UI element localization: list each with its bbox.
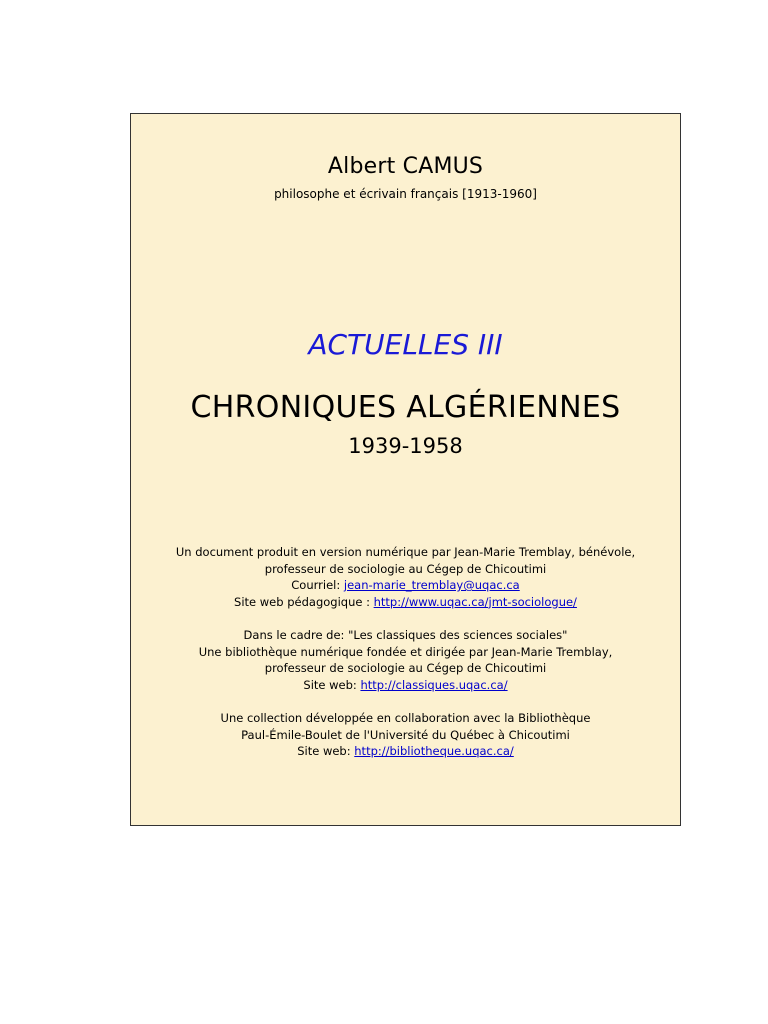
credits-professor-line: professeur de sociologie au Cégep de Chicoutimi: [264, 561, 547, 576]
credits-section: [131, 544, 680, 760]
credits-pedagogic-site-line: [131, 594, 680, 611]
credits-spacer: [131, 693, 680, 710]
series-title: ACTUELLES III: [308, 328, 503, 361]
credits-university-line: Paul-Émile-Boulet de l'Université du Québec à Chicoutimi: [241, 727, 570, 742]
credits-collaboration-line: Une collection développée en collaboration avec la Bibliothèque: [220, 710, 591, 725]
book-title: CHRONIQUES ALGÉRIENNES: [190, 390, 621, 425]
credits-email-line: [131, 577, 680, 594]
bibliotheque-site-link[interactable]: http://bibliotheque.uqac.ca/: [354, 744, 514, 759]
bibliotheque-site-label: Site web:: [297, 744, 355, 759]
classiques-site-label: Site web:: [303, 677, 361, 692]
pedagogic-site-link[interactable]: http://www.uqac.ca/jmt-sociologue/: [373, 594, 577, 609]
credits-context-line: Dans le cadre de: "Les classiques des sciences sociales": [243, 627, 568, 642]
email-label: Courriel:: [291, 578, 344, 593]
credits-library-line: Une bibliothèque numérique fondée et dirigée par Jean-Marie Tremblay,: [198, 644, 613, 659]
credits-bibliotheque-site-line: [131, 743, 680, 760]
credits-classiques-site-line: [131, 677, 680, 694]
book-years: 1939-1958: [348, 434, 463, 458]
credits-producer-line: Un document produit en version numérique par Jean-Marie Tremblay, bénévole,: [175, 545, 636, 559]
credits-spacer: [131, 610, 680, 627]
author-name: Albert CAMUS: [327, 154, 484, 179]
title-page-frame: [130, 113, 681, 826]
credits-professor-line-2: professeur de sociologie au Cégep de Chicoutimi: [264, 661, 547, 676]
pedagogic-site-label: Site web pédagogique :: [234, 594, 374, 609]
classiques-site-link[interactable]: http://classiques.uqac.ca/: [360, 677, 508, 692]
email-link[interactable]: jean-marie_tremblay@uqac.ca: [343, 578, 520, 593]
author-subtitle: philosophe et écrivain français [1913-1960]: [274, 187, 537, 201]
